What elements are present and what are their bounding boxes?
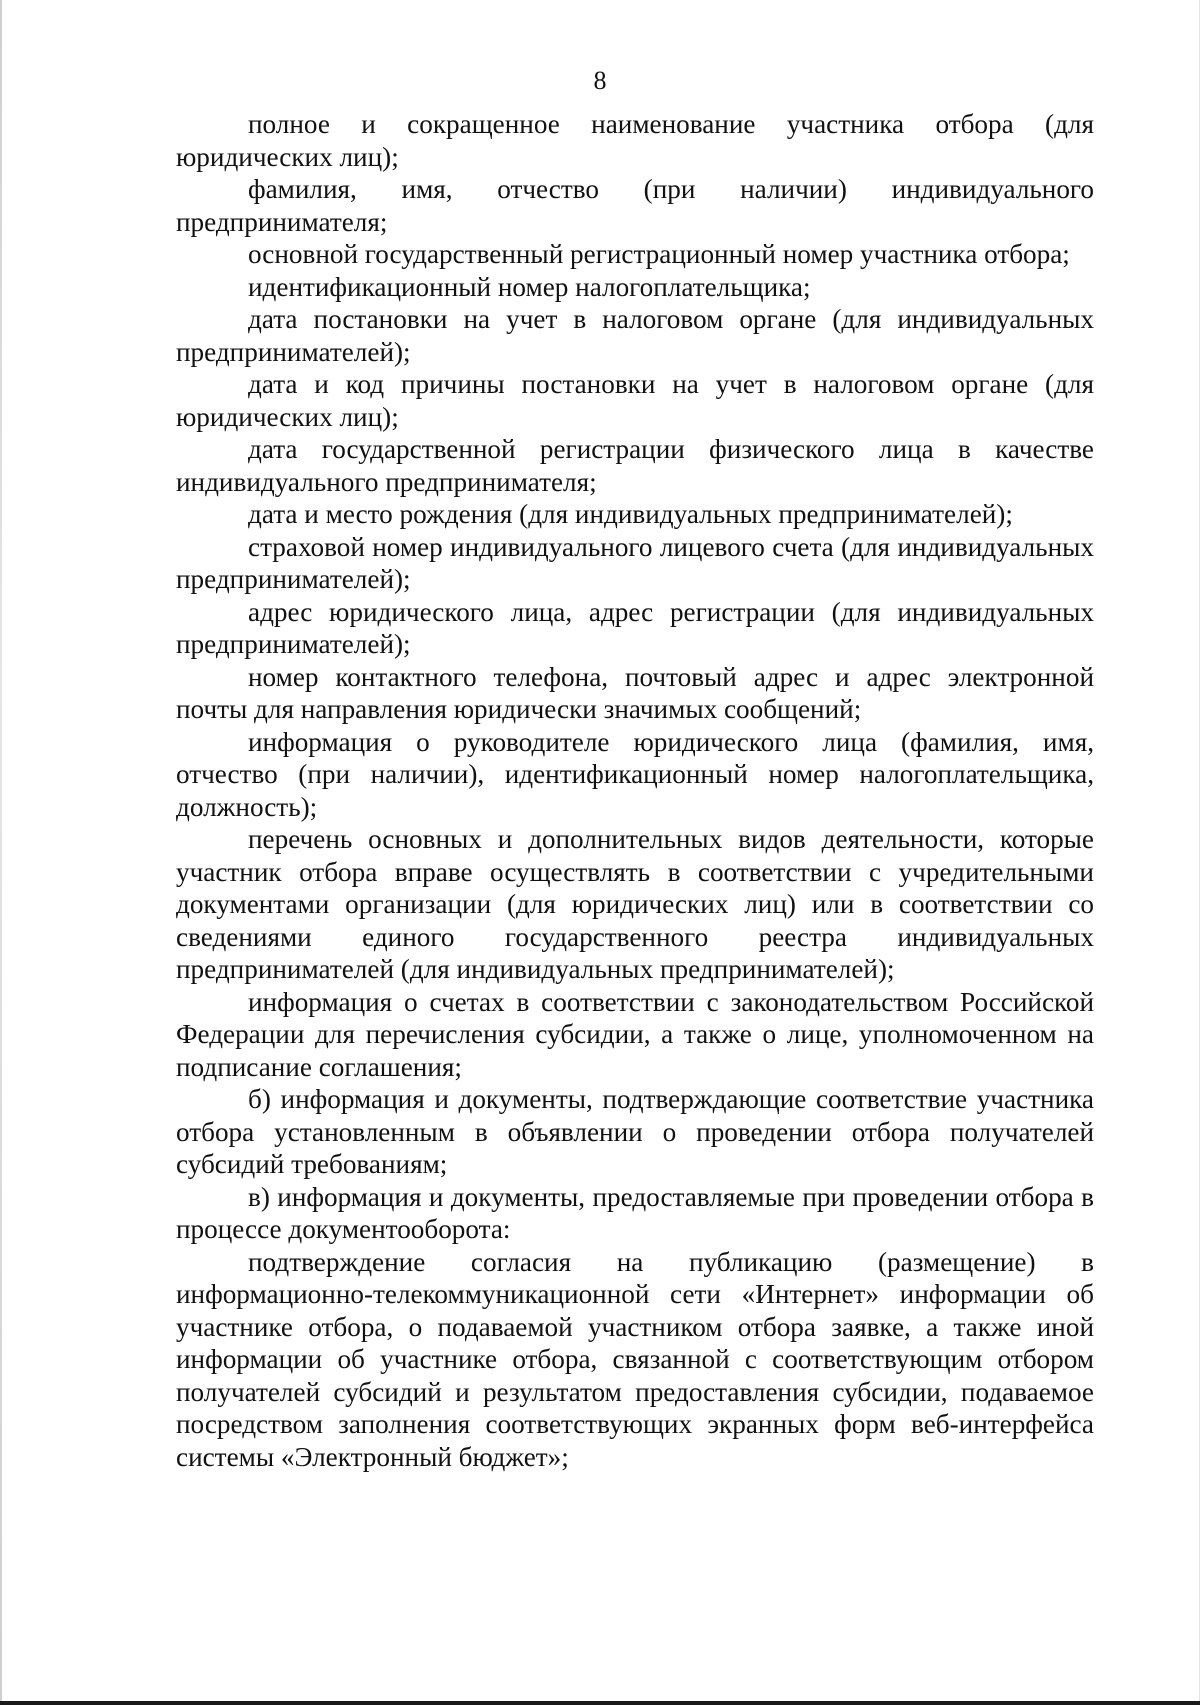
document-body — [176, 108, 1094, 1473]
paragraph-item-b: б) информация и документы, подтверждающие соответствие участника отбора установленным в объявлении о проведении отбора получателей субсидий требованиям; — [176, 1084, 1094, 1179]
paragraph-state-registration-date: дата государственной регистрации физического лица в качестве индивидуального предпринимателя; — [176, 434, 1094, 497]
paragraph-director-info: информация о руководителе юридического лица (фамилия, имя, отчество (при наличии), идентификационный номер налогоплательщика, должность); — [176, 726, 1094, 822]
page-number: 8 — [593, 66, 607, 95]
paragraph-snils: страховой номер индивидуального лицевого счета (для индивидуальных предпринимателей); — [176, 531, 1094, 594]
scan-bottom-edge — [0, 1701, 1200, 1705]
paragraph-item-v: в) информация и документы, предоставляемые при проведении отбора в процессе документооборота: — [176, 1181, 1094, 1244]
paragraph-birth-date-place: дата и место рождения (для индивидуальных предпринимателей); — [248, 499, 1013, 529]
paragraph-tax-registration-date: дата постановки на учет в налоговом органе (для индивидуальных предпринимателей); — [176, 304, 1094, 367]
paragraph-full-short-name: полное и сокращенное наименование участника отбора (для юридических лиц); — [176, 109, 1094, 172]
paragraph-bank-accounts: информация о счетах в соответствии с законодательством Российской Федерации для перечисления субсидии, а также о лице, уполномоченном на подписание соглашения; — [176, 986, 1094, 1082]
paragraph-ogrn: основной государственный регистрационный номер участника отбора; — [248, 239, 1070, 269]
paragraph-address: адрес юридического лица, адрес регистрации (для индивидуальных предпринимателей); — [176, 596, 1094, 659]
paragraph-contacts: номер контактного телефона, почтовый адрес и адрес электронной почты для направления юридически значимых сообщений; — [176, 661, 1094, 724]
paragraph-entrepreneur-name: фамилия, имя, отчество (при наличии) индивидуального предпринимателя; — [176, 174, 1094, 237]
paragraph-publication-consent: подтверждение согласия на публикацию (размещение) в информационно-телекоммуникационной сети «Интернет» информации об участнике отбора, о подаваемой участником отбора заявке, а также иной информации об участнике отбора, связанной с соответствующим отбором получателей субсидий и результатом предоставления субсидии, подаваемое посредством заполнения соответствующих экранных форм веб-интерфейса системы «Электронный бюджет»; — [176, 1246, 1094, 1472]
scan-left-edge — [0, 0, 2, 1705]
paragraph-kpp: дата и код причины постановки на учет в налоговом органе (для юридических лиц); — [176, 369, 1094, 432]
paragraph-inn: идентификационный номер налогоплательщика; — [248, 271, 811, 302]
paragraph-activity-types: перечень основных и дополнительных видов деятельности, которые участник отбора вправе осуществлять в соответствии с учредительными документами организации (для юридических лиц) или в соответствии со сведениями единого государственного реестра индивидуальных предпринимателей (для индивидуальных предпринимателей); — [176, 824, 1094, 984]
